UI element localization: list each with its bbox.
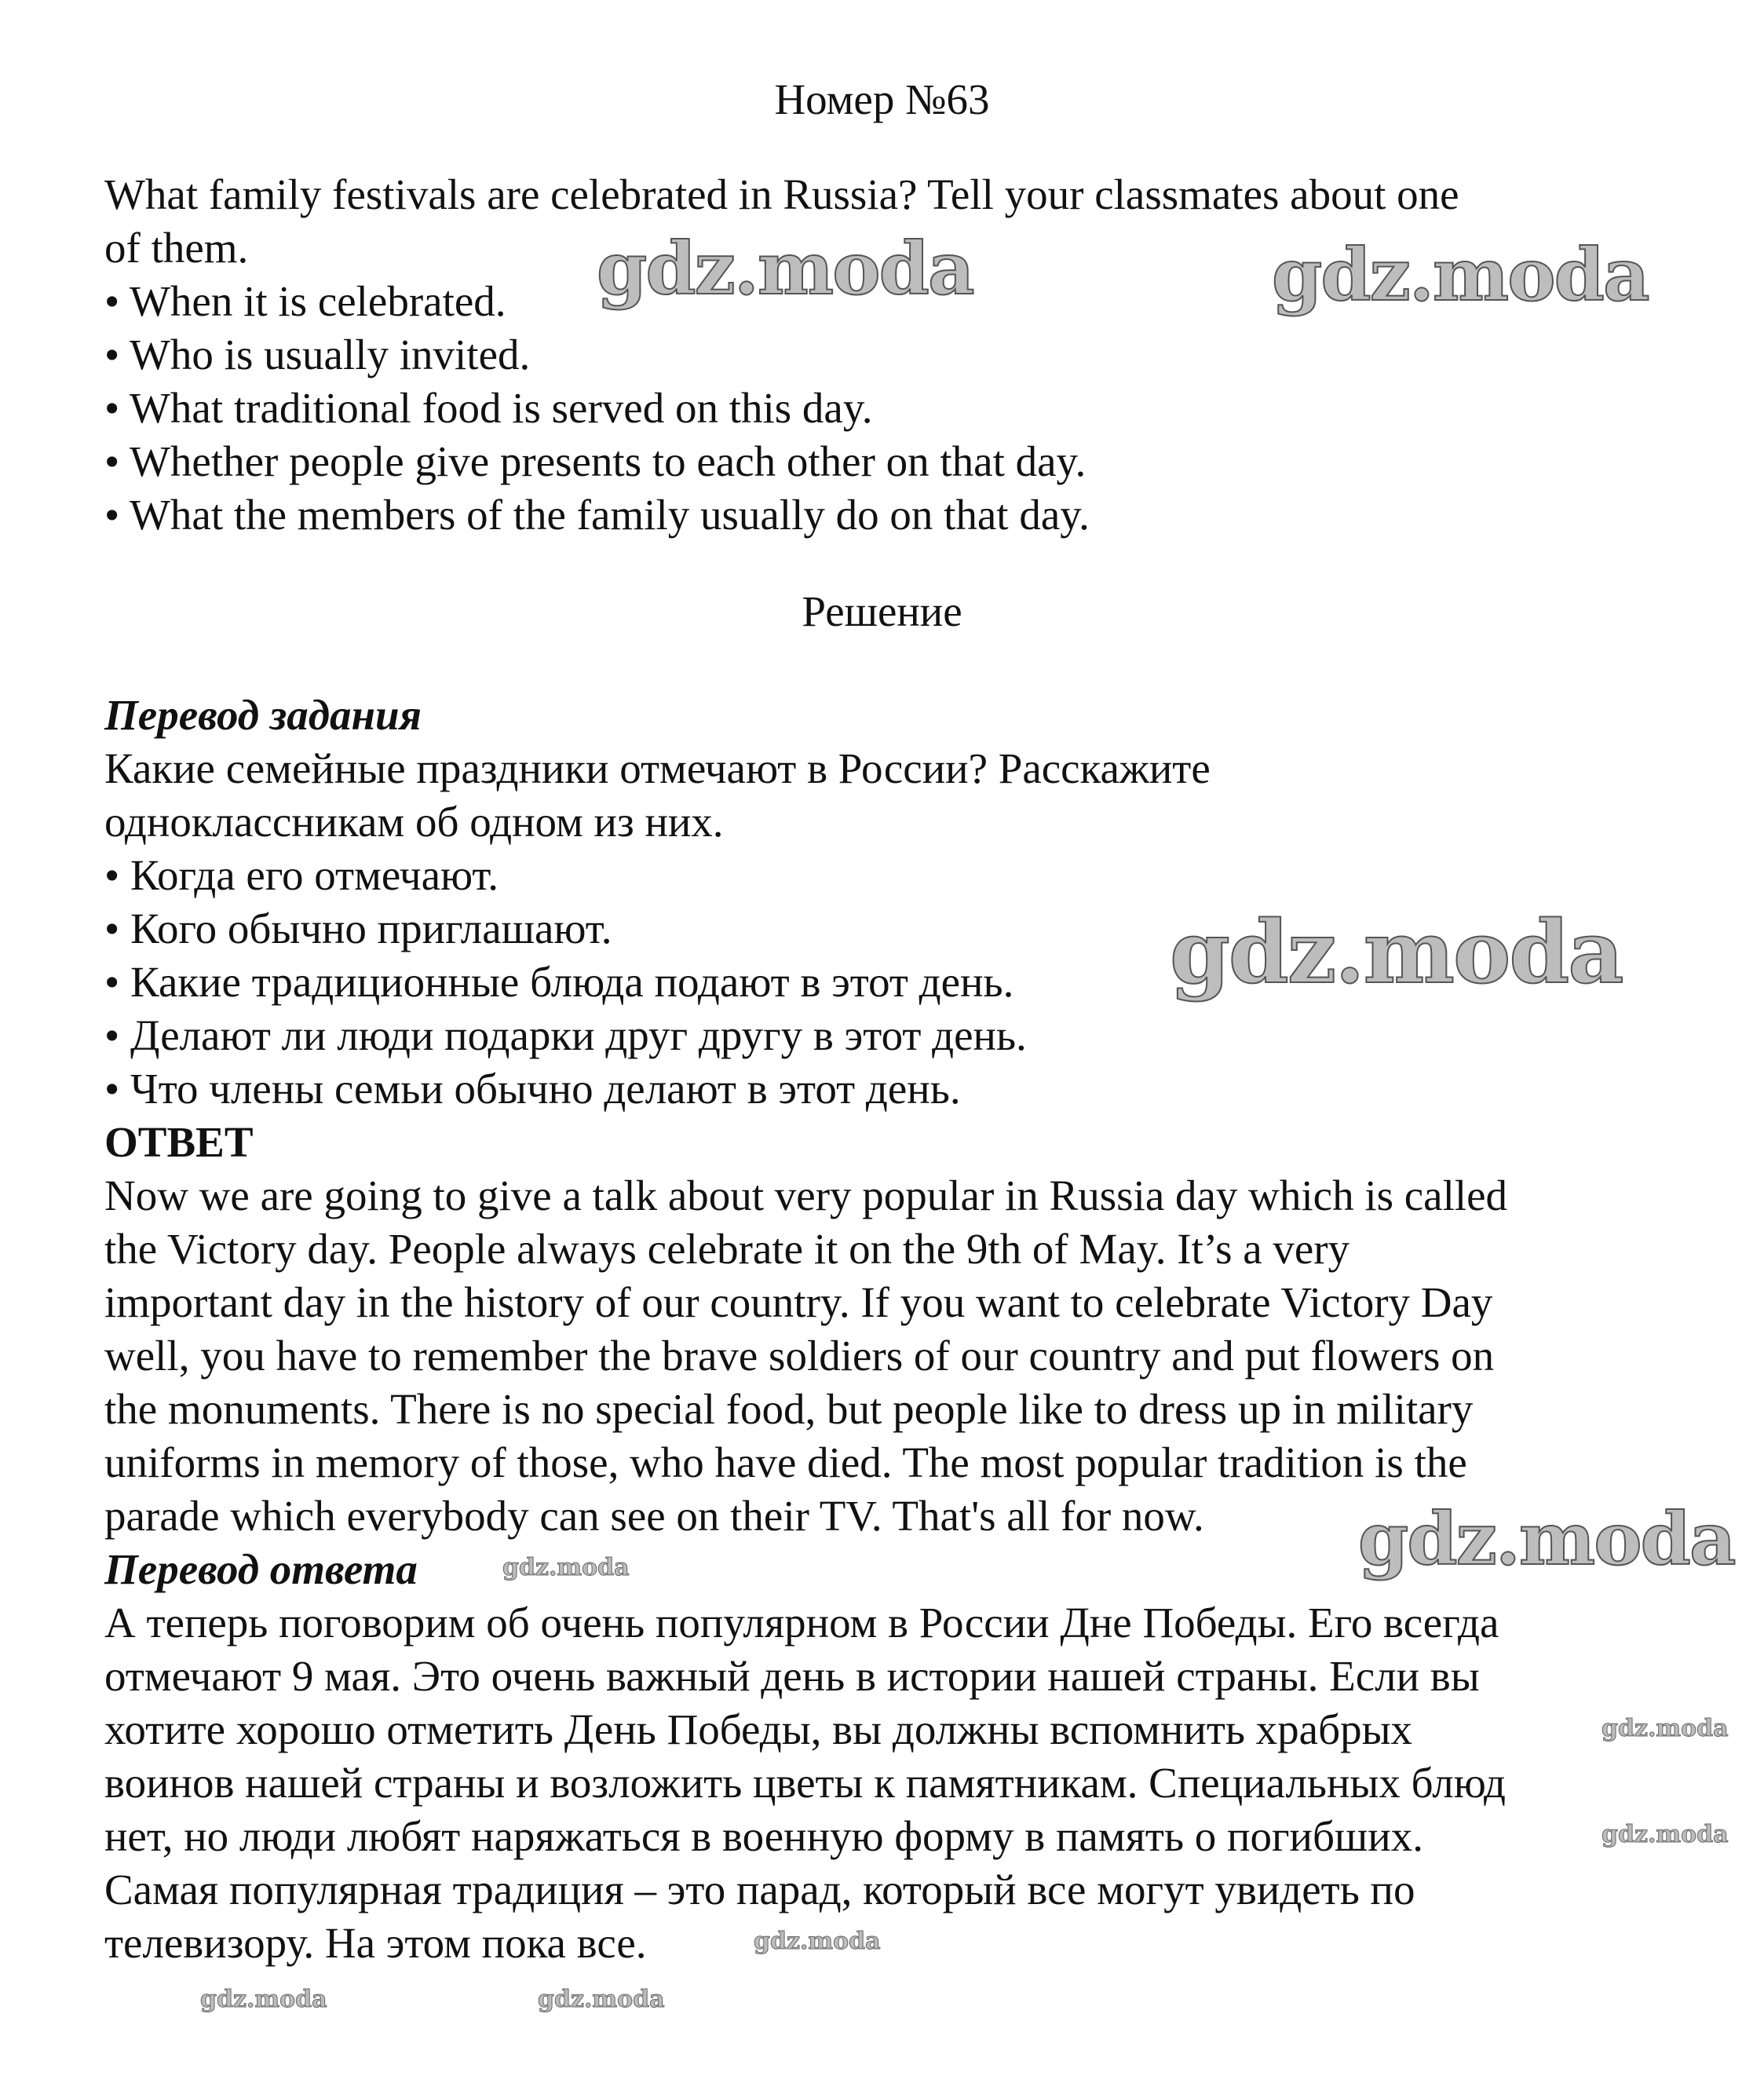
answer-line: parade which everybody can see on their TV. That's all for now. <box>104 1492 1204 1540</box>
task-text <box>104 168 1670 542</box>
task-line: What family festivals are celebrated in Russia? Tell your classmates about one <box>104 170 1459 218</box>
answer-line: uniforms in memory of those, who have died. The most popular tradition is the <box>104 1438 1467 1486</box>
answer-translation-line: хотите хорошо отметить День Победы, вы должны вспомнить храбрых <box>104 1705 1413 1753</box>
answer-line: well, you have to remember the brave soldiers of our country and put flowers on <box>104 1332 1495 1380</box>
translation-line: • Что члены семьи обычно делают в этот день. <box>104 1065 961 1113</box>
task-line: • Whether people give presents to each other on that day. <box>104 437 1087 485</box>
answer-line: Now we are going to give a talk about very popular in Russia day which is called <box>104 1171 1508 1219</box>
task-line: • Who is usually invited. <box>104 331 531 378</box>
answer-line: the Victory day. People always celebrate it on the 9th of May. It’s a very <box>104 1225 1350 1273</box>
answer-translation-heading: Перевод ответа <box>104 1545 418 1593</box>
task-line: • What the members of the family usually do on that day. <box>104 491 1090 539</box>
task-translation-heading: Перевод задания <box>104 691 422 739</box>
page-title: Номер №63 <box>774 75 990 123</box>
answer-translation-line: телевизору. На этом пока все. <box>104 1919 647 1967</box>
translation-line: одноклассникам об одном из них. <box>104 798 724 846</box>
watermark: gdz.moda <box>1358 1497 1735 1581</box>
translation-line: • Кого обычно приглашают. <box>104 905 612 952</box>
answer-translation-line: Самая популярная традиция – это парад, который все могут увидеть по <box>104 1866 1415 1913</box>
translation-line: • Какие традиционные блюда подают в этот день. <box>104 958 1014 1006</box>
translation-line: • Когда его отмечают. <box>104 851 499 899</box>
answer-translation-line: нет, но люди любят наряжаться в военную форму в память о погибших. <box>104 1812 1423 1860</box>
task-line: of them. <box>104 224 249 272</box>
answer-line: the monuments. There is no special food, but people like to dress up in military <box>104 1385 1474 1433</box>
watermark: gdz.moda <box>1601 1715 1729 1742</box>
watermark: gdz.moda <box>200 1986 327 2013</box>
answer-line: important day in the history of our country. If you want to celebrate Victory Day <box>104 1278 1493 1326</box>
answer-translation-line: отмечают 9 мая. Это очень важный день в истории нашей страны. Если вы <box>104 1652 1480 1700</box>
watermark: gdz.moda <box>754 1928 881 1955</box>
answer-translation-line: А теперь поговорим об очень популярном в России Дне Победы. Его всегда <box>104 1599 1499 1647</box>
translation-line: • Делают ли люди подарки друг другу в этот день. <box>104 1011 1027 1059</box>
watermark: gdz.moda <box>1601 1821 1729 1848</box>
solution-heading: Решение <box>802 587 962 635</box>
answer-translation-line: воинов нашей страны и возложить цветы к памятникам. Специальных блюд <box>104 1759 1506 1807</box>
task-translation <box>104 689 1670 1970</box>
translation-line: Какие семейные праздники отмечают в России? Расскажите <box>104 744 1211 792</box>
watermark: gdz.moda <box>597 226 973 311</box>
watermark: gdz.moda <box>1170 901 1623 1003</box>
answer-heading: ОТВЕТ <box>104 1118 254 1166</box>
watermark: gdz.moda <box>502 1554 630 1581</box>
watermark: gdz.moda <box>1272 232 1649 317</box>
watermark: gdz.moda <box>538 1986 665 2013</box>
task-line: • When it is celebrated. <box>104 277 506 325</box>
task-line: • What traditional food is served on this day. <box>104 384 873 432</box>
